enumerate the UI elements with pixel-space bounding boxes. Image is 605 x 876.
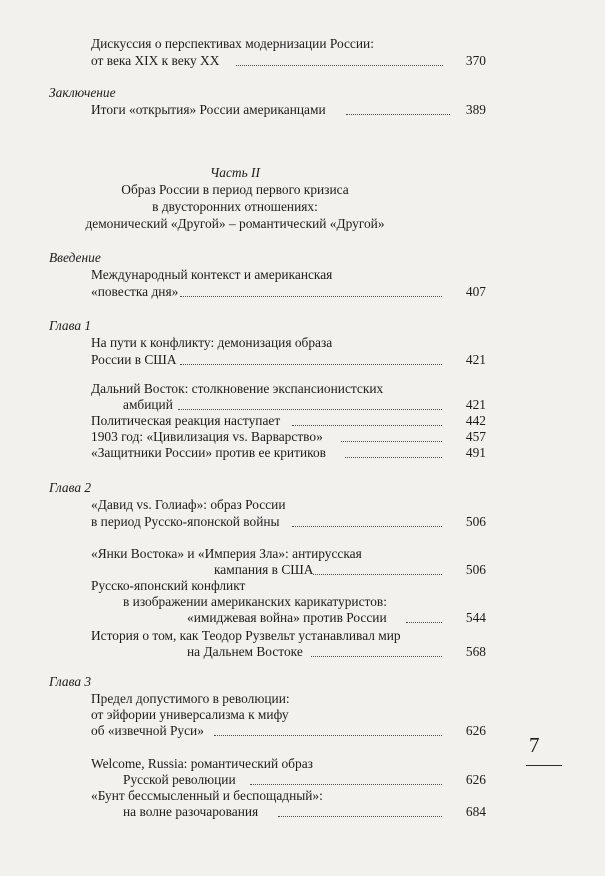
- toc-entry-title: «повестка дня»: [91, 284, 179, 299]
- part-title: Образ России в период первого кризиса: [121, 182, 349, 197]
- part-label: Часть II: [210, 165, 260, 180]
- page-number: 370: [465, 53, 486, 68]
- toc-entry-title: 1903 год: «Цивилизация vs. Варварство»: [91, 429, 323, 444]
- page-number: 457: [465, 429, 486, 444]
- dot-leader: [180, 364, 442, 365]
- page-number: 389: [465, 102, 486, 117]
- toc-entry-title: от века XIX к веку XX: [91, 53, 220, 68]
- toc-entry-title: амбиций: [123, 397, 173, 412]
- page-number: 684: [465, 804, 486, 819]
- toc-entry-title: «Янки Востока» и «Империя Зла»: антирусская: [91, 546, 362, 561]
- chapter-label: Глава 2: [49, 480, 92, 495]
- dot-leader: [236, 65, 443, 66]
- page-number: 442: [465, 413, 486, 428]
- toc-entry-title: на Дальнем Востоке: [187, 644, 303, 659]
- toc-entry-title: На пути к конфликту: демонизация образа: [91, 335, 333, 350]
- page-number: 568: [465, 644, 486, 659]
- toc-entry-title: Русско-японский конфликт: [91, 578, 246, 593]
- toc-entry-title: кампания в США: [214, 562, 314, 577]
- folio-page-number: 7: [529, 733, 540, 757]
- toc-entry-title: Предел допустимого в революции:: [91, 691, 290, 706]
- toc-entry-title: в период Русско-японской войны: [91, 514, 280, 529]
- toc-entry-title: на волне разочарования: [123, 804, 259, 819]
- dot-leader: [313, 574, 442, 575]
- chapter-label: Глава 1: [49, 318, 92, 333]
- toc-entry-title: Дискуссия о перспективах модернизации России:: [91, 36, 374, 51]
- page-number: 407: [465, 284, 486, 299]
- dot-leader: [341, 441, 442, 442]
- toc-entry-title: от эйфории универсализма к мифу: [91, 707, 289, 722]
- page-number: 506: [465, 514, 486, 529]
- page-number: 491: [465, 445, 486, 460]
- section-label: Заключение: [49, 85, 116, 100]
- toc-entry-title: Русской революции: [123, 772, 236, 787]
- toc-entry-title: «Давид vs. Голиаф»: образ России: [91, 497, 286, 512]
- toc-entry-title: «имиджевая война» против России: [187, 610, 387, 625]
- dot-leader: [180, 296, 442, 297]
- dot-leader: [178, 409, 442, 410]
- toc-entry-title: История о том, как Теодор Рузвельт устанавливал мир: [91, 628, 401, 643]
- page-number: 506: [465, 562, 486, 577]
- folio-rule: [526, 765, 562, 766]
- dot-leader: [311, 656, 442, 657]
- toc-entry-title: Международный контекст и американская: [91, 267, 333, 282]
- section-label: Введение: [49, 250, 101, 265]
- part-title: демонический «Другой» – романтический «Другой»: [85, 216, 385, 231]
- toc-entry-title: Дальний Восток: столкновение экспансионистских: [91, 381, 384, 396]
- page-number: 626: [465, 772, 486, 787]
- chapter-label: Глава 3: [49, 674, 92, 689]
- toc-entry-title: Итоги «открытия» России американцами: [91, 102, 326, 117]
- toc-entry-title: Welcome, Russia: романтический образ: [91, 756, 313, 771]
- dot-leader: [292, 425, 442, 426]
- toc-entry-title: «Бунт бессмысленный и беспощадный»:: [91, 788, 323, 803]
- part-title: в двусторонних отношениях:: [152, 199, 318, 214]
- dot-leader: [278, 816, 442, 817]
- page-number: 626: [465, 723, 486, 738]
- dot-leader: [292, 526, 442, 527]
- toc-entry-title: об «извечной Руси»: [91, 723, 204, 738]
- dot-leader: [214, 735, 442, 736]
- page-number: 421: [465, 352, 486, 367]
- dot-leader: [345, 457, 442, 458]
- page-number: 421: [465, 397, 486, 412]
- toc-entry-title: России в США: [91, 352, 177, 367]
- toc-entry-title: Политическая реакция наступает: [91, 413, 281, 428]
- page-number: 544: [465, 610, 486, 625]
- toc-entry-title: «Защитники России» против ее критиков: [91, 445, 326, 460]
- toc-entry-title: в изображении американских карикатуристов:: [123, 594, 387, 609]
- dot-leader: [250, 784, 442, 785]
